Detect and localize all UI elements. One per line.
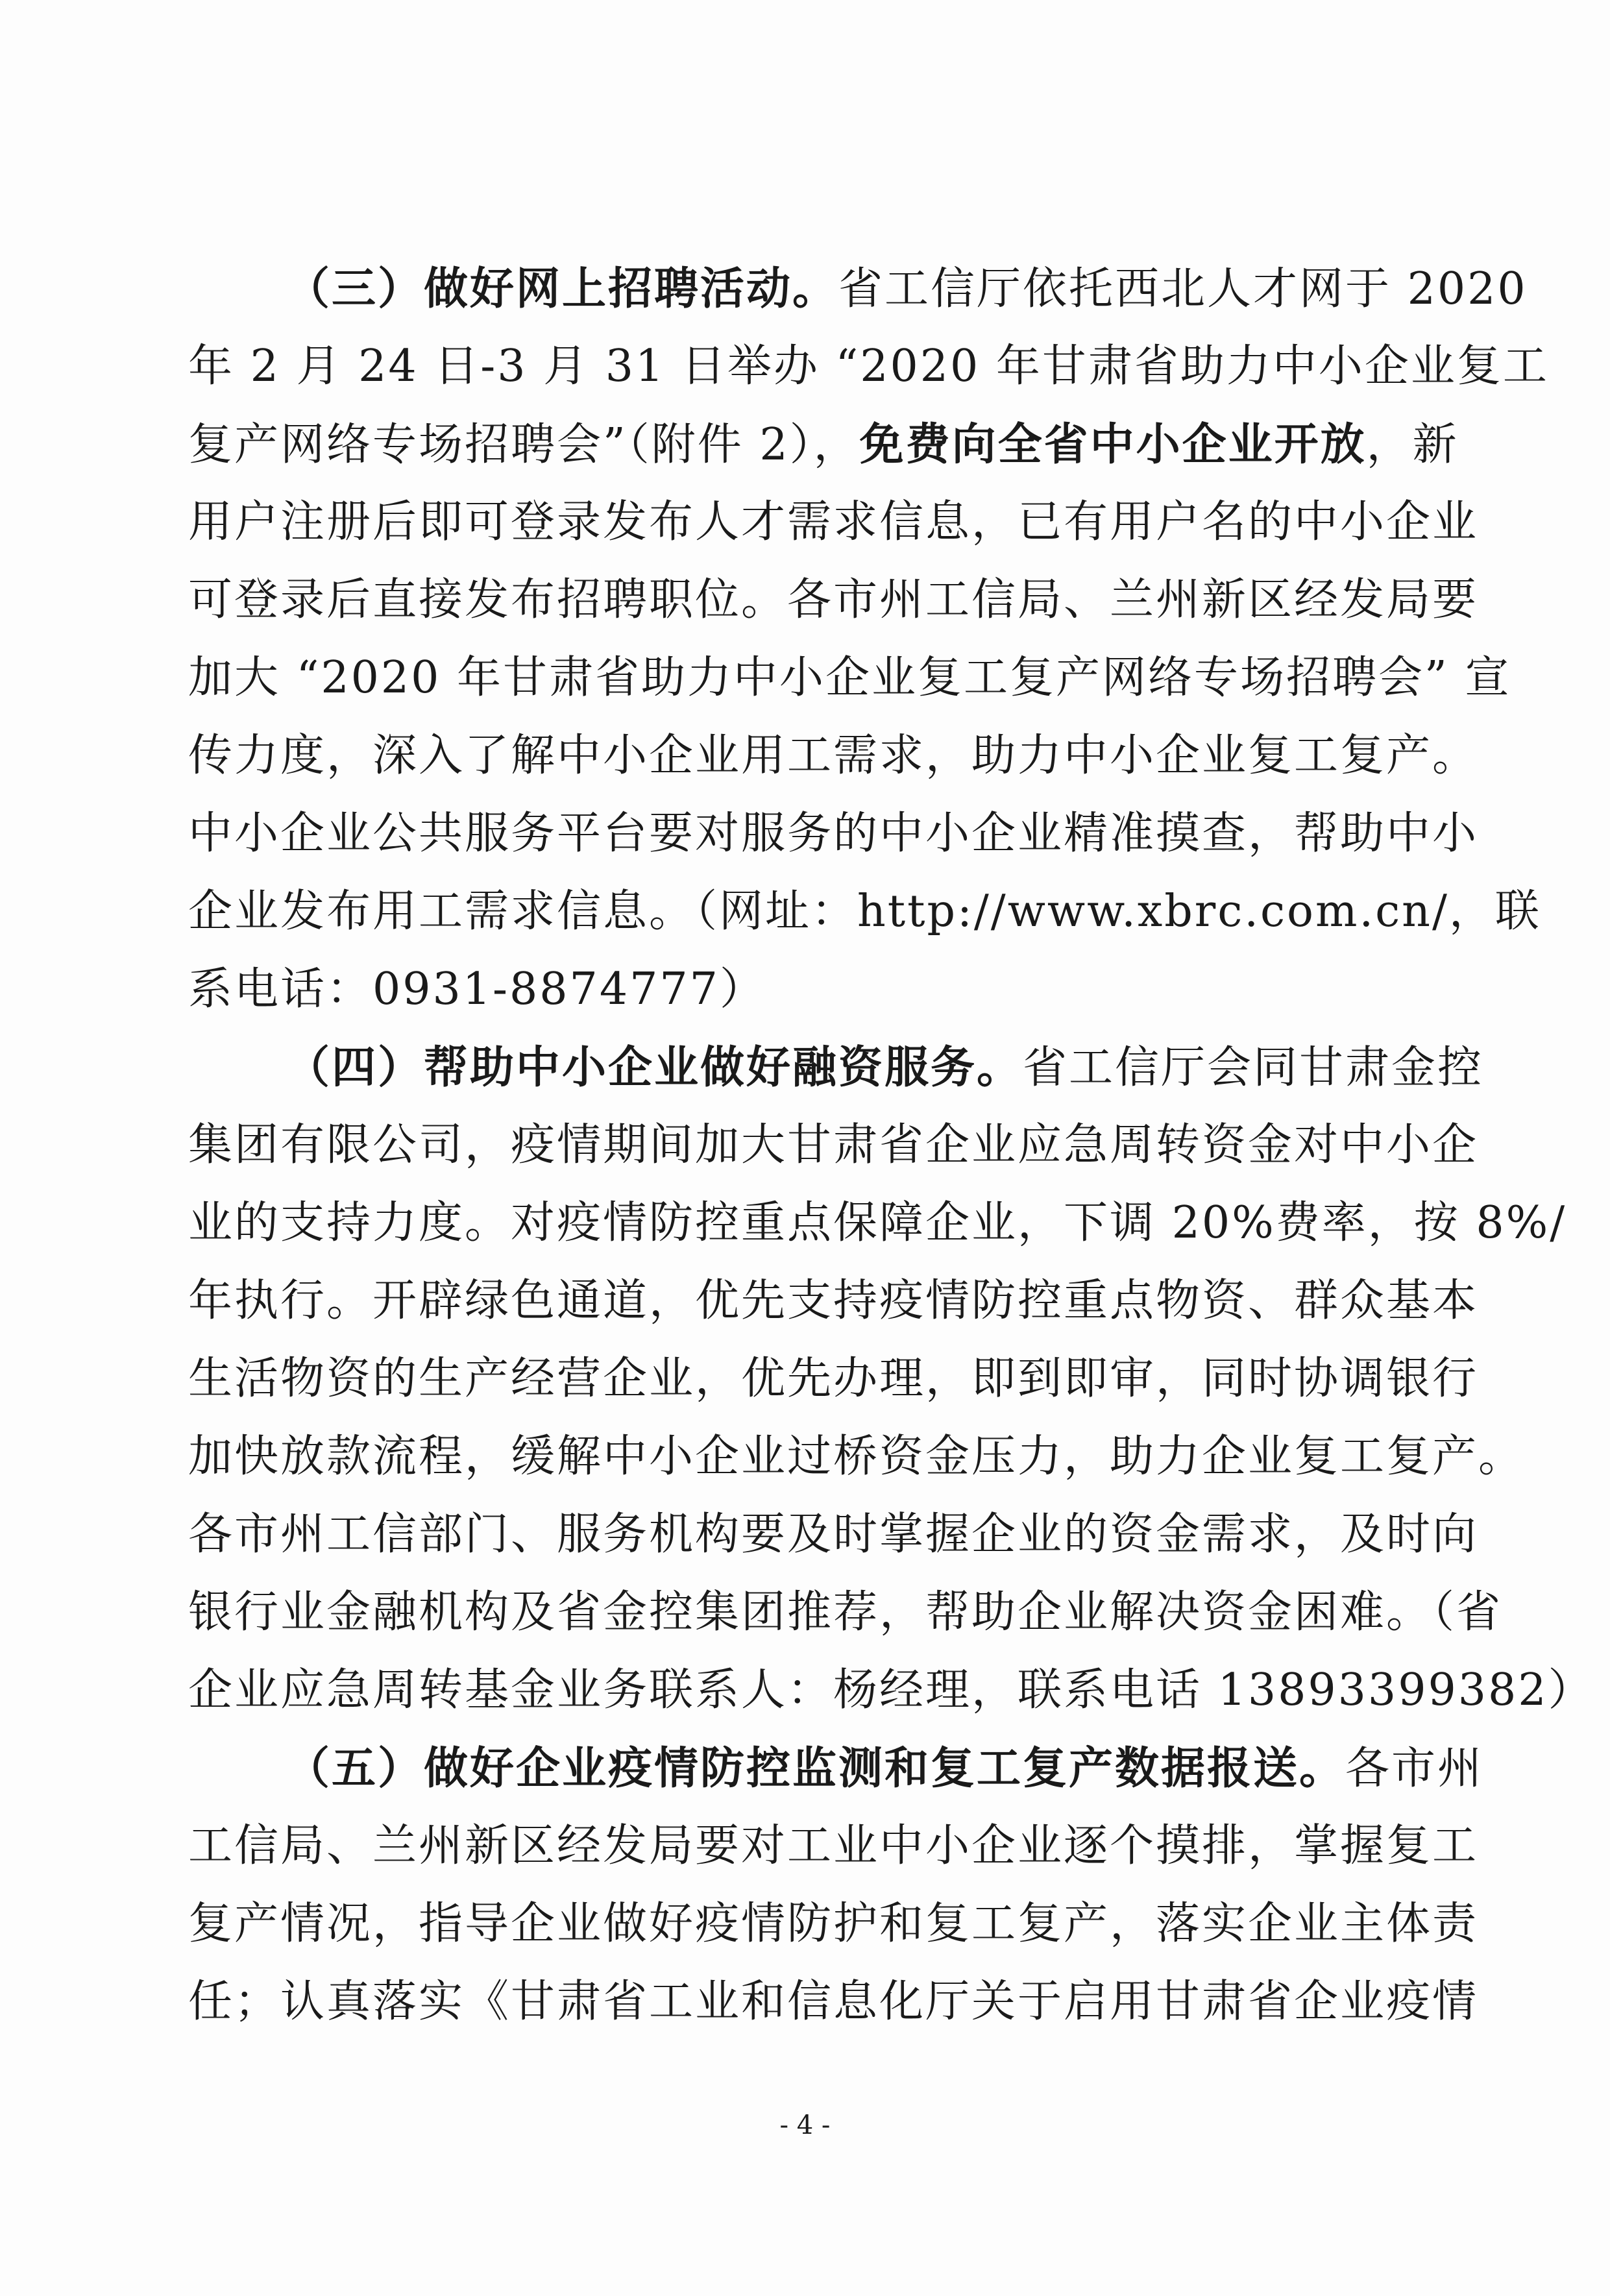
section-5-line-1: （五）做好企业疫情防控监测和复工复产数据报送。各市州 <box>286 1742 1484 1794</box>
section-3-heading: （三）做好网上招聘活动。 <box>286 263 839 315</box>
section-3-line-9: 企业发布用工需求信息。（网址：http://www.xbrc.com.cn/，联 <box>188 886 1541 937</box>
section-3-line-1: （三）做好网上招聘活动。省工信厅依托西北人才网于 2020 <box>286 263 1528 315</box>
section-3-line-10: 系电话：0931-8874777） <box>188 964 766 1015</box>
section-5-heading: （五）做好企业疫情防控监测和复工复产数据报送。 <box>286 1742 1346 1794</box>
section-5-line-2: 工信局、兰州新区经发局要对工业中小企业逐个摸排，掌握复工 <box>188 1820 1479 1872</box>
section-3-line-4: 用户注册后即可登录发布人才需求信息，已有用户名的中小企业 <box>188 496 1479 548</box>
section-4-line-2: 集团有限公司，疫情期间加大甘肃省企业应急周转资金对中小企 <box>188 1119 1479 1171</box>
section-4-line-1: （四）帮助中小企业做好融资服务。省工信厅会同甘肃金控 <box>286 1042 1484 1093</box>
section-4-line-4: 年执行。开辟绿色通道，优先支持疫情防控重点物资、群众基本 <box>188 1275 1479 1326</box>
section-3-line-2: 年 2 月 24 日-3 月 31 日举办 “2020 年甘肃省助力中小企业复工 <box>188 341 1549 392</box>
section-3-line-3: 复产网络专场招聘会”（附件 2），免费向全省中小企业开放，新 <box>188 419 1459 470</box>
page-number: - 4 - <box>779 2110 831 2140</box>
section-4-line-7: 各市州工信部门、服务机构要及时掌握企业的资金需求，及时向 <box>188 1509 1479 1560</box>
section-4-line-6: 加快放款流程，缓解中小企业过桥资金压力，助力企业复工复产。 <box>188 1431 1525 1482</box>
section-5-line-4: 任；认真落实《甘肃省工业和信息化厅关于启用甘肃省企业疫情 <box>188 1976 1479 2027</box>
section-4-line-8: 银行业金融机构及省金控集团推荐，帮助企业解决资金困难。（省 <box>188 1587 1503 1638</box>
section-4-line-3: 业的支持力度。对疫情防控重点保障企业，下调 20%费率，按 8%/ <box>188 1197 1567 1249</box>
section-4-line-9: 企业应急周转基金业务联系人：杨经理，联系电话 13893399382） <box>188 1665 1594 1716</box>
section-3-line-8: 中小企业公共服务平台要对服务的中小企业精准摸查，帮助中小 <box>188 808 1479 859</box>
emphasis-free-open: 免费向全省中小企业开放 <box>859 419 1367 470</box>
section-4-line-5: 生活物资的生产经营企业，优先办理，即到即审，同时协调银行 <box>188 1353 1479 1404</box>
section-4-heading: （四）帮助中小企业做好融资服务。 <box>286 1042 1023 1093</box>
section-3-line-5: 可登录后直接发布招聘职位。各市州工信局、兰州新区经发局要 <box>188 574 1479 626</box>
section-5-line-3: 复产情况，指导企业做好疫情防护和复工复产，落实企业主体责 <box>188 1898 1479 1949</box>
section-3-line-7: 传力度，深入了解中小企业用工需求，助力中小企业复工复产。 <box>188 730 1479 781</box>
section-3-line-6: 加大 “2020 年甘肃省助力中小企业复工复产网络专场招聘会” 宣 <box>188 652 1511 703</box>
